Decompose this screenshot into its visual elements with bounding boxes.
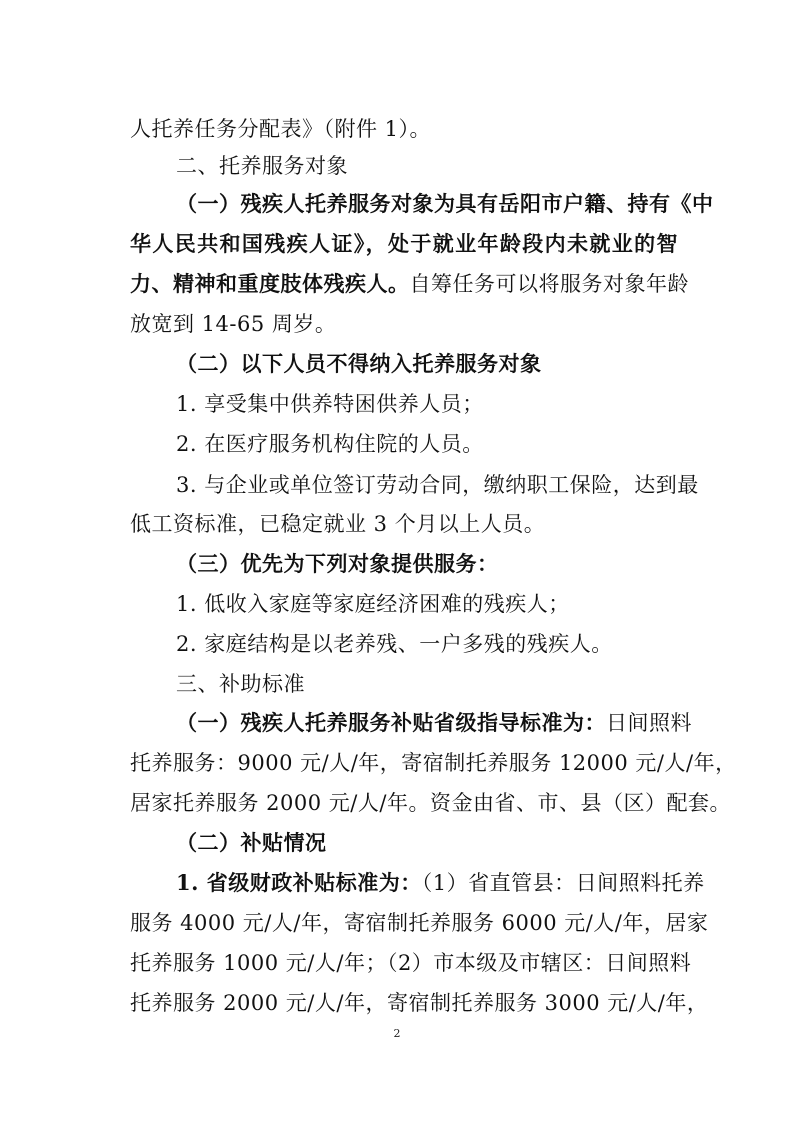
bold-text: （一）残疾人托养服务对象为具有岳阳市户籍、持有《中 xyxy=(176,191,714,216)
line-text: 托养服务：9000 元/人/年，寄宿制托养服务 12000 元/人/年， xyxy=(130,751,737,775)
paragraph-line xyxy=(130,989,709,1017)
paragraph-line xyxy=(130,310,336,338)
list-item xyxy=(176,390,484,418)
bold-text: 华人民共和国残疾人证》，处于就业年龄段内未就业的智 xyxy=(130,231,678,256)
paragraph-line xyxy=(130,230,678,258)
bold-text: 1. 省级财政补贴标准为： xyxy=(176,870,422,895)
paragraph-line xyxy=(176,869,705,897)
line-text: 3. 与企业或单位签订劳动合同，缴纳职工保险，达到最 xyxy=(176,473,699,497)
line-text: 2. 家庭结构是以老养残、一户多残的残疾人。 xyxy=(176,632,613,656)
bold-text: （二）以下人员不得纳入托养服务对象 xyxy=(176,351,542,376)
subsection-heading xyxy=(176,550,499,578)
line-text: 1. 低收入家庭等家庭经济困难的残疾人； xyxy=(176,592,570,616)
line-text: 1. 享受集中供养特困供养人员； xyxy=(176,392,484,416)
subsection-heading xyxy=(176,350,542,378)
bold-text: （三）优先为下列对象提供服务： xyxy=(176,551,499,576)
list-item xyxy=(176,471,699,499)
paragraph-line xyxy=(130,789,731,817)
line-text: 人托养任务分配表》（附件 1）。 xyxy=(130,117,432,141)
list-item xyxy=(176,630,613,658)
heading-text: 二、托养服务对象 xyxy=(176,154,348,178)
line-text: 托养服务 1000 元/人/年；（2）市本级及市辖区：日间照料 xyxy=(130,951,692,975)
line-text: 2. 在医疗服务机构住院的人员。 xyxy=(176,432,484,456)
line-text: 服务 4000 元/人/年，寄宿制托养服务 6000 元/人/年，居家 xyxy=(130,911,709,935)
bold-text: 力、精神和重度肢体残疾人。 xyxy=(130,271,410,296)
paragraph-line xyxy=(130,949,692,977)
paragraph-line xyxy=(176,190,714,218)
paragraph-line xyxy=(130,270,689,298)
subsection-heading xyxy=(176,829,327,857)
heading-text: 三、补助标准 xyxy=(176,672,305,696)
line-text: 自筹任务可以将服务对象年龄 xyxy=(409,272,689,296)
list-item xyxy=(176,590,570,618)
bold-text: （二）补贴情况 xyxy=(176,830,327,855)
line-text: 放宽到 14-65 周岁。 xyxy=(130,312,337,336)
line-text: 托养服务 2000 元/人/年，寄宿制托养服务 3000 元/人/年， xyxy=(130,991,709,1015)
paragraph-line xyxy=(176,709,692,737)
line-text: 低工资标准，已稳定就业 3 个月以上人员。 xyxy=(130,512,546,536)
list-item xyxy=(176,430,484,458)
page-number: 2 xyxy=(393,1027,401,1040)
paragraph-line xyxy=(130,510,545,538)
section-heading xyxy=(176,670,305,698)
section-heading xyxy=(176,152,348,180)
line-text: 居家托养服务 2000 元/人/年。资金由省、市、县（区）配套。 xyxy=(130,791,731,815)
paragraph-line xyxy=(130,749,737,777)
line-text: （1）省直管县：日间照料托养 xyxy=(421,871,705,895)
paragraph-line xyxy=(130,909,709,937)
line-text: 日间照料 xyxy=(606,711,692,735)
bold-text: （一）残疾人托养服务补贴省级指导标准为： xyxy=(176,710,606,735)
paragraph-line xyxy=(130,115,431,143)
